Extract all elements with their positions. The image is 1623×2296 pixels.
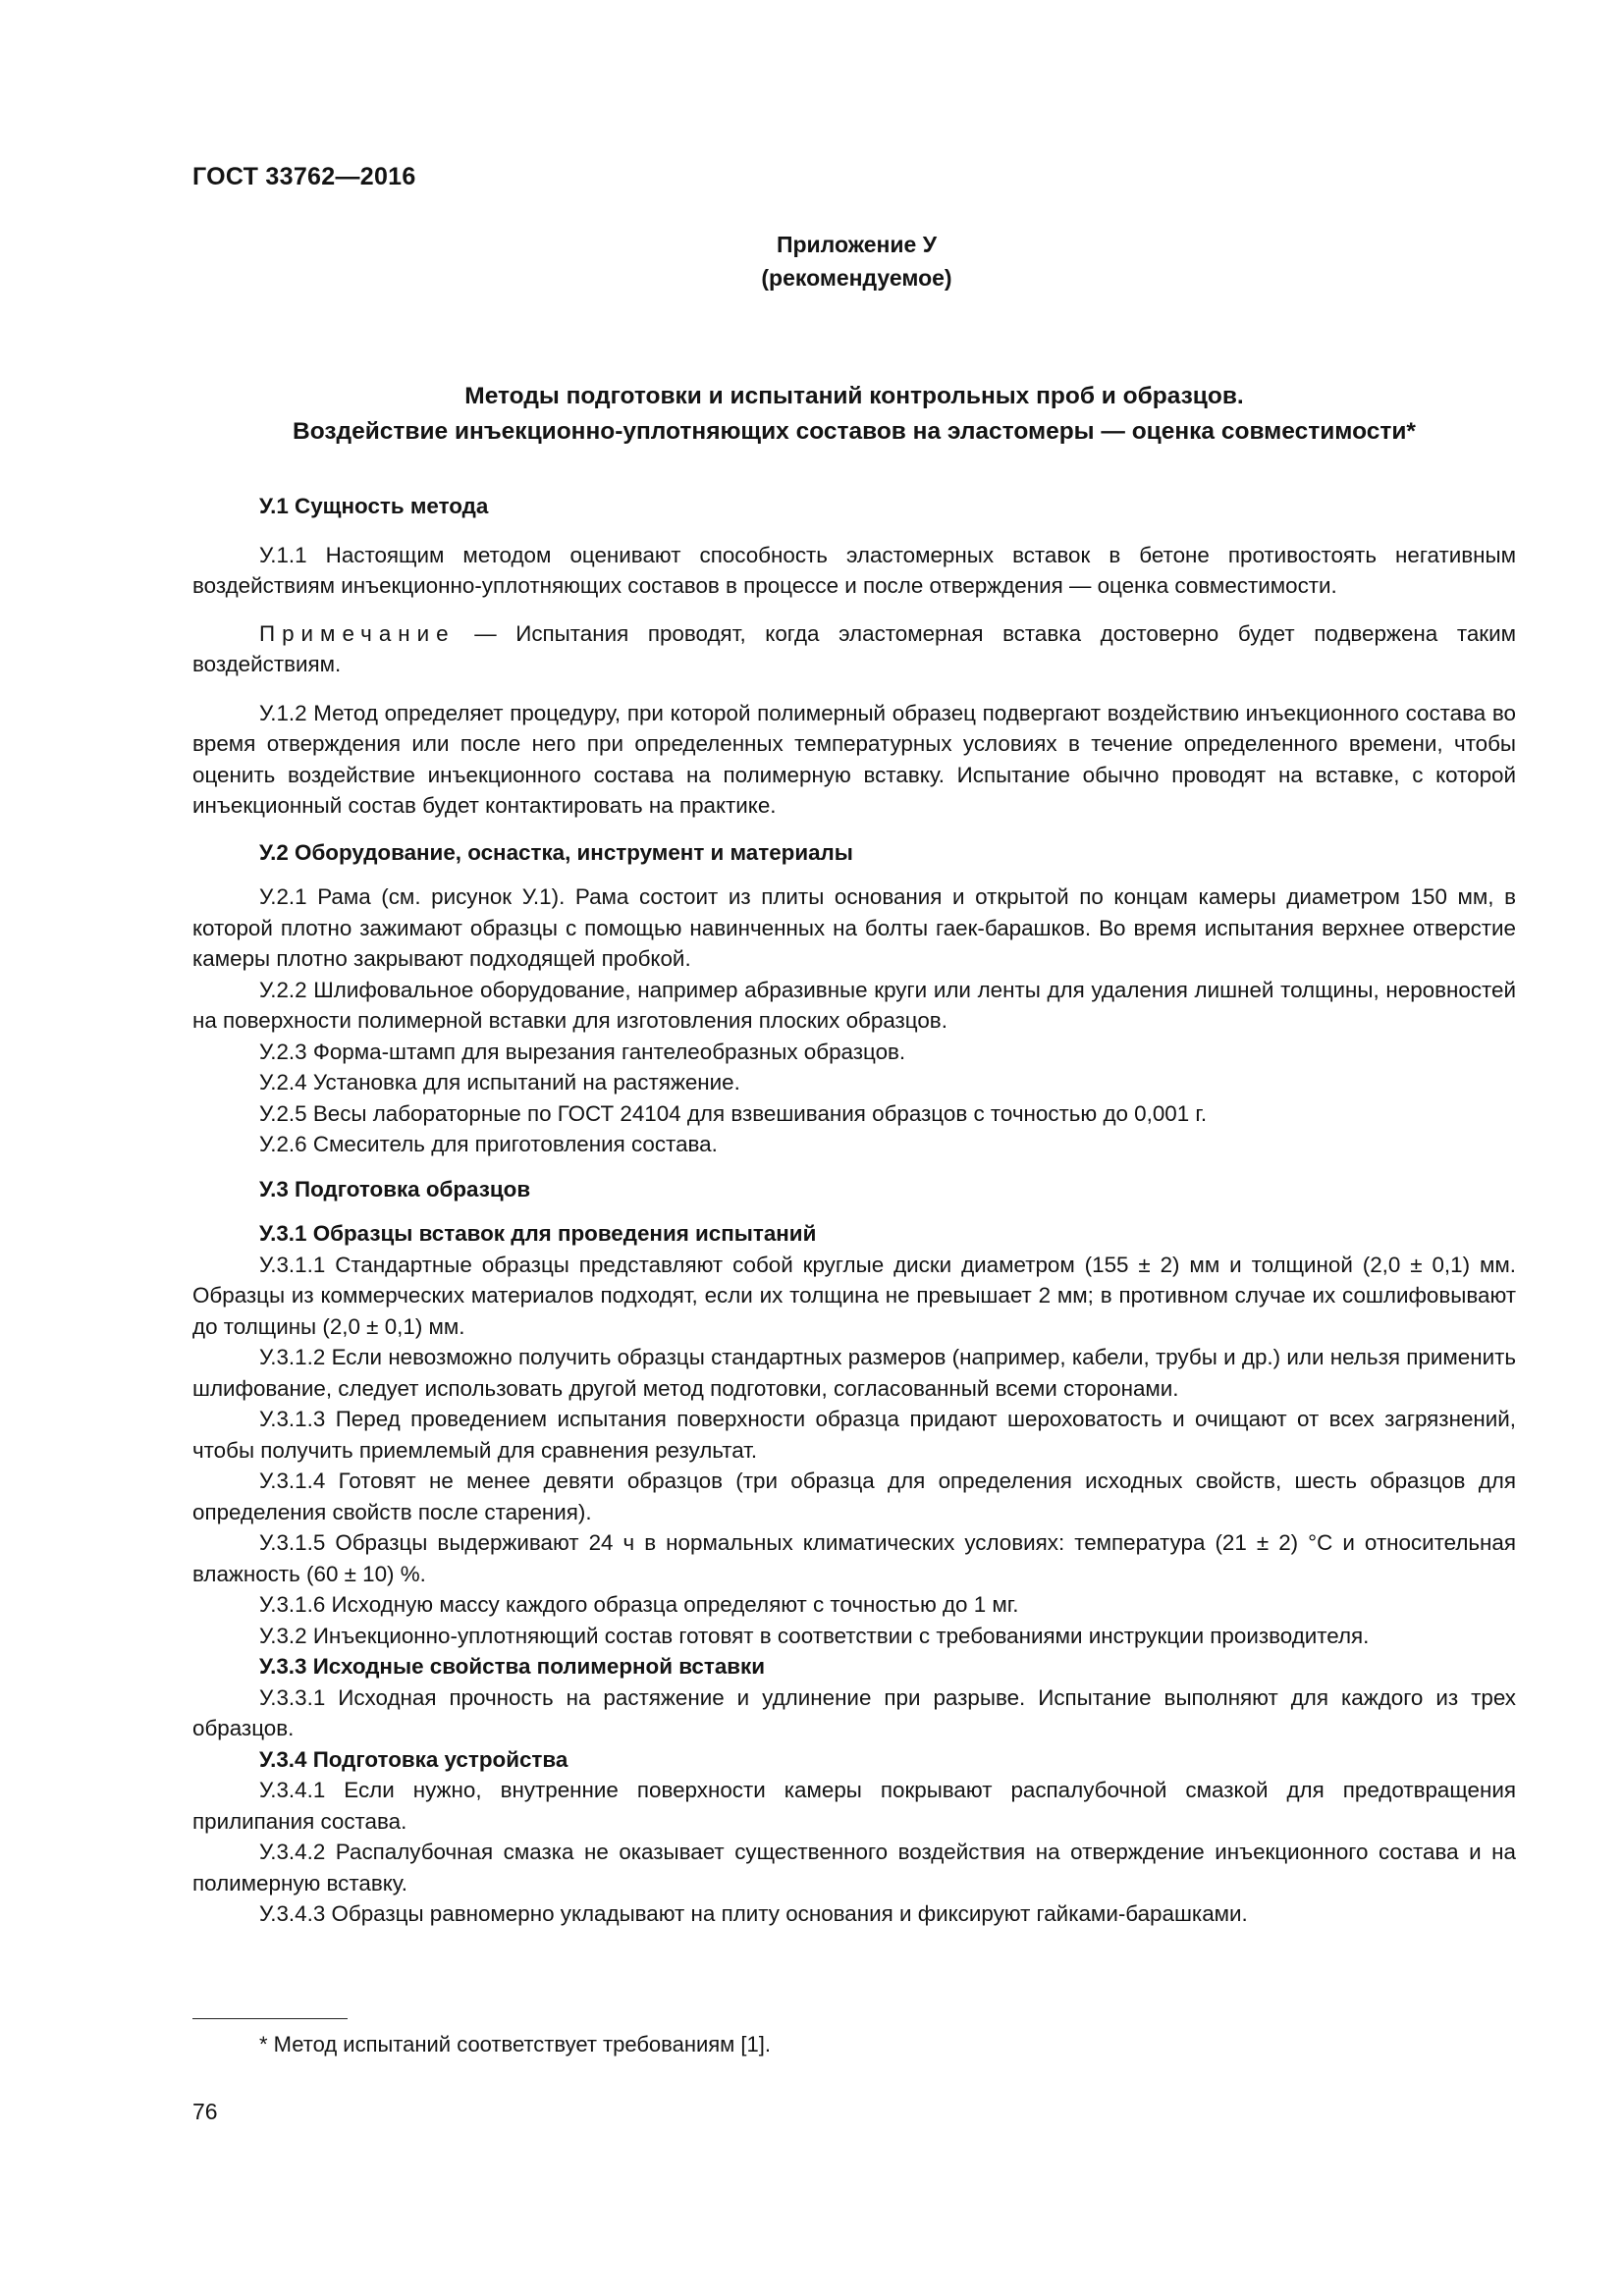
page-number: 76	[192, 2099, 218, 2124]
section-heading-u2: У.2 Оборудование, оснастка, инструмент и материалы	[259, 839, 853, 865]
document-body	[192, 491, 1516, 1930]
subsection-heading-u3-1: У.3.1 Образцы вставок для проведения испытаний	[259, 1221, 817, 1246]
paragraph-u2-2: У.2.2 Шлифовальное оборудование, например абразивные круги или ленты для удаления лишней толщины, неровностей на поверхности полимерной вставки для изготовления плоских образцов.	[192, 977, 1516, 1033]
paragraph-u2-3: У.2.3 Форма-штамп для вырезания гантелеобразных образцов.	[259, 1039, 906, 1064]
paragraph-u3-1-3: У.3.1.3 Перед проведением испытания поверхности образца придают шероховатость и очищают от всех загрязнений, чтобы получить приемлемый для сравнения результат.	[192, 1407, 1516, 1463]
paragraph-u3-4-1: У.3.4.1 Если нужно, внутренние поверхности камеры покрывают распалубочной смазкой для предотвращения прилипания состава.	[192, 1778, 1516, 1834]
paragraph-u3-1-4: У.3.1.4 Готовят не менее девяти образцов (три образца для определения исходных свойств, шесть образцов для определения свойств после старения).	[192, 1468, 1516, 1524]
note-text: — Испытания проводят, когда эластомерная вставка достоверно будет подвержена таким воздействиям.	[192, 620, 1516, 676]
section-heading-u3: У.3 Подготовка образцов	[259, 1176, 531, 1201]
note-label: Примечание	[259, 620, 456, 646]
footnote: * Метод испытаний соответствует требованиям [1].	[259, 2032, 771, 2056]
paragraph-u3-3-1: У.3.3.1 Исходная прочность на растяжение и удлинение при разрыве. Испытание выполняют для каждого из трех образцов.	[192, 1684, 1516, 1740]
subsection-heading-u3-4: У.3.4 Подготовка устройства	[259, 1746, 568, 1772]
annex-heading	[192, 379, 1516, 450]
paragraph-u2-5: У.2.5 Весы лабораторные по ГОСТ 24104 для взвешивания образцов с точностью до 0,001 г.	[259, 1100, 1208, 1126]
heading-line-2: Воздействие инъекционно-уплотняющих составов на эластомеры — оценка совместимости*	[293, 418, 1416, 445]
paragraph-u1-1: У.1.1 Настоящим методом оценивают способность эластомерных вставок в бетоне противостоять негативным воздействиям инъекционно-уплотняющих составов в процессе и после отверждения — оценка совместимости.	[192, 542, 1516, 598]
footnote-divider	[192, 2018, 348, 2019]
paragraph-u3-4-2: У.3.4.2 Распалубочная смазка не оказывает существенного воздействия на отверждение инъекционного состава и на полимерную вставку.	[192, 1840, 1516, 1896]
paragraph-u2-1: У.2.1 Рама (см. рисунок У.1). Рама состоит из плиты основания и открытой по концам камеры диаметром 150 мм, в которой плотно зажимают образцы с помощью навинченных на болты гаек-барашков. Во время испытания верхнее отверстие камеры плотно закрывают подходящей пробкой.	[192, 884, 1516, 971]
paragraph-u3-1-2: У.3.1.2 Если невозможно получить образцы стандартных размеров (например, кабели, трубы и др.) или нельзя применить шлифование, следует использовать другой метод подготовки, согласованный всеми сторонами.	[192, 1345, 1516, 1401]
paragraph-u2-4: У.2.4 Установка для испытаний на растяжение.	[259, 1070, 740, 1095]
annex-status: (рекомендуемое)	[761, 265, 952, 291]
document-id: ГОСТ 33762—2016	[192, 163, 416, 190]
section-heading-u1: У.1 Сущность метода	[259, 494, 489, 518]
subsection-heading-u3-3: У.3.3 Исходные свойства полимерной вставки	[259, 1654, 766, 1679]
heading-line-1: Методы подготовки и испытаний контрольных проб и образцов.	[464, 383, 1244, 409]
paragraph-u1-2: У.1.2 Метод определяет процедуру, при которой полимерный образец подвергают воздействию инъекционного состава во время отверждения или после него при определенных температурных условиях в течение определенного времени, чтобы оценить воздействие инъекционного состава на полимерную вставку. Испытание обычно проводят на вставке, с которой инъекционный состав будет контактировать на практике.	[192, 700, 1516, 818]
paragraph-u3-1-5: У.3.1.5 Образцы выдерживают 24 ч в нормальных климатических условиях: температура (21 ± 2) °С и относительная влажность (60 ± 10) %.	[192, 1530, 1516, 1586]
paragraph-u3-4-3: У.3.4.3 Образцы равномерно укладывают на плиту основания и фиксируют гайками-барашками.	[259, 1901, 1248, 1926]
paragraph-u3-1-1: У.3.1.1 Стандартные образцы представляют собой круглые диски диаметром (155 ± 2) мм и толщиной (2,0 ± 0,1) мм. Образцы из коммерческих материалов подходят, если их толщина не превышает 2 мм; в противном случае их сошлифовывают до толщины (2,0 ± 0,1) мм.	[192, 1252, 1516, 1339]
paragraph-u3-2: У.3.2 Инъекционно-уплотняющий состав готовят в соответствии с требованиями инструкции производителя.	[259, 1623, 1370, 1648]
annex-title: Приложение У	[776, 232, 938, 257]
paragraph-u3-1-6: У.3.1.6 Исходную массу каждого образца определяют с точностью до 1 мг.	[259, 1592, 1019, 1617]
paragraph-u2-6: У.2.6 Смеситель для приготовления состава.	[259, 1132, 718, 1156]
note	[192, 618, 1516, 680]
